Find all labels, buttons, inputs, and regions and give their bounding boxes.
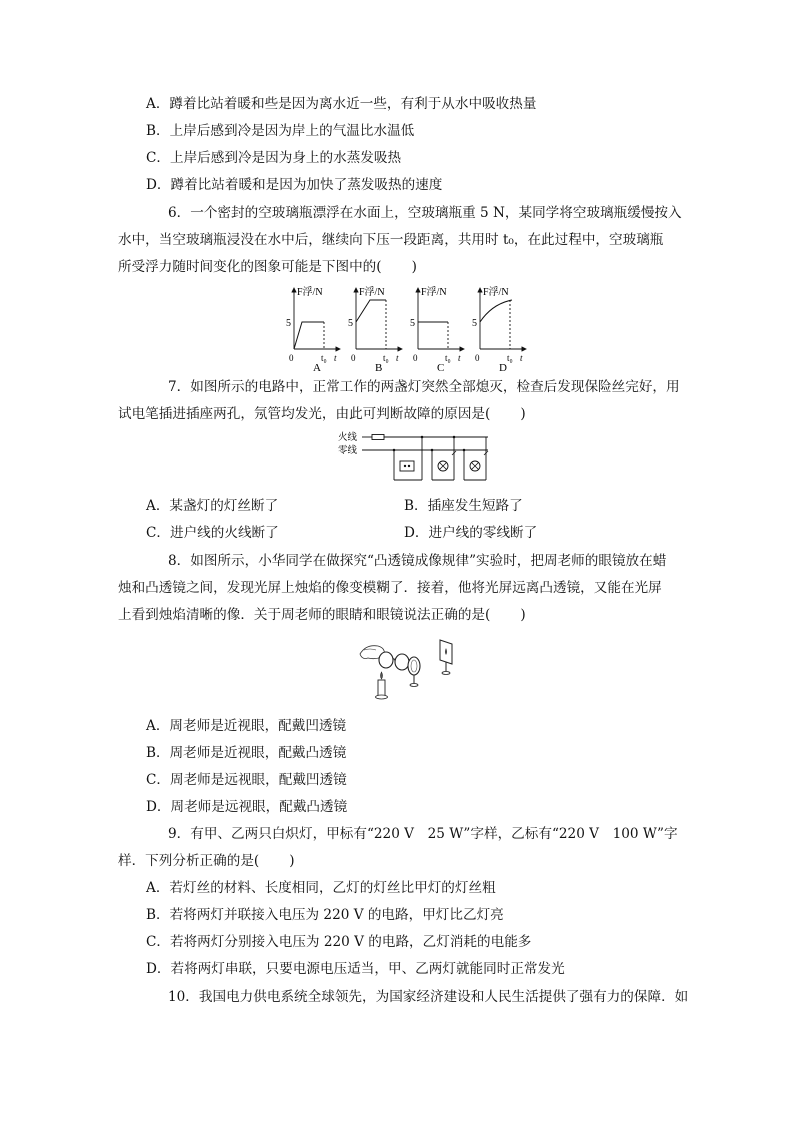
q9-option-c: C．若将两灯分别接入电压为 220 V 的电路，乙灯消耗的电能多 [146, 934, 532, 950]
q6-stem-line1: 6．一个密封的空玻璃瓶漂浮在水面上，空玻璃瓶重 5 N，某同学将空玻璃瓶缓慢按入 [168, 205, 682, 221]
light-screen-icon [440, 640, 452, 675]
q6-stem-line3: 所受浮力随时间变化的图象可能是下图中的( ) [118, 259, 417, 275]
q8-experiment-figure [356, 636, 456, 708]
live-wire-label: 火线 [338, 433, 358, 443]
q5-option-b: B．上岸后感到冷是因为岸上的气温比水温低 [146, 123, 415, 139]
graph-d-y5: 5 [472, 318, 477, 329]
q7-option-b: B．插座发生短路了 [404, 498, 523, 514]
q7-circuit-figure [336, 428, 496, 494]
graph-d-t: t [520, 353, 523, 363]
q5-option-c: C．上岸后感到冷是因为身上的水蒸发吸热 [146, 150, 402, 166]
graph-c [410, 285, 464, 372]
graph-d-label: D [499, 362, 507, 372]
q9-option-b: B．若将两灯并联接入电压为 220 V 的电路，甲灯比乙灯亮 [146, 907, 504, 923]
q9-stem-line2: 样．下列分析正确的是( ) [118, 853, 295, 869]
q7-option-c: C．进户线的火线断了 [146, 525, 279, 541]
q8-option-c: C．周老师是远视眼，配戴凹透镜 [146, 772, 347, 788]
graph-d-origin: 0 [475, 353, 480, 363]
q7-stem-line2: 试电笔插进插座两孔，氖管均发光，由此可判断故障的原因是( ) [118, 406, 526, 422]
q9-option-a: A．若灯丝的材料、长度相同，乙灯的灯丝比甲灯的灯丝粗 [146, 880, 496, 896]
glasses-icon [379, 652, 409, 670]
graph-c-label: C [437, 362, 445, 372]
lamp-2-icon [470, 461, 480, 471]
graph-b-t: t [396, 353, 399, 363]
q8-stem-line2: 烛和凸透镜之间，发现光屏上烛焰的像变模糊了．接着，他将光屏远离凸透镜，又能在光屏 [118, 580, 662, 596]
graph-d-ylabel: F浮/N [483, 287, 509, 298]
q6-stem-line2: 水中，当空玻璃瓶浸没在水中后，继续向下压一段距离，共用时 t₀，在此过程中，空玻璃瓶 [118, 232, 664, 248]
graph-a [286, 285, 340, 372]
graph-a-origin: 0 [289, 353, 294, 363]
graph-c-ylabel: F浮/N [421, 287, 447, 298]
graph-a-label: A [313, 362, 321, 372]
graph-c-origin: 0 [413, 353, 418, 363]
graph-b-t0: t₀ [383, 353, 389, 363]
q7-stem-line1: 7．如图所示的电路中，正常工作的两盏灯突然全部熄灭，检查后发现保险丝完好，用 [168, 379, 680, 395]
q8-option-b: B．周老师是近视眼，配戴凸透镜 [146, 745, 347, 761]
graph-b [348, 285, 402, 372]
lamp-1-icon [438, 461, 448, 471]
q9-option-d: D．若将两灯串联，只要电源电压适当，甲、乙两灯就能同时正常发光 [146, 961, 565, 977]
graph-d [472, 285, 526, 372]
q8-option-a: A．周老师是近视眼，配戴凹透镜 [146, 718, 347, 734]
graph-d-t0: t₀ [507, 353, 513, 363]
q8-stem-line3: 上看到烛焰清晰的像．关于周老师的眼睛和眼镜说法正确的是( ) [118, 607, 526, 623]
convex-lens-icon [408, 657, 420, 687]
candle-icon [376, 672, 388, 699]
q5-option-d: D．蹲着比站着暖和是因为加快了蒸发吸热的速度 [146, 177, 443, 193]
q8-stem-line1: 8．如图所示，小华同学在做探究“凸透镜成像规律”实验时，把周老师的眼镜放在蜡 [168, 553, 667, 569]
q8-option-d: D．周老师是远视眼，配戴凸透镜 [146, 799, 348, 815]
q6-graphs-figure [284, 282, 534, 376]
q7-option-d: D．进户线的零线断了 [404, 525, 538, 541]
socket-icon [400, 461, 414, 471]
graph-b-origin: 0 [351, 353, 356, 363]
q9-stem-line1: 9．有甲、乙两只白炽灯，甲标有“220 V 25 W”字样，乙标有“220 V 100 W”字 [168, 826, 678, 842]
graph-b-ylabel: F浮/N [359, 287, 385, 298]
graph-b-y5: 5 [348, 318, 353, 329]
graph-a-ylabel: F浮/N [297, 287, 323, 298]
q7-option-a: A．某盏灯的灯丝断了 [146, 498, 279, 514]
graph-a-y5: 5 [286, 318, 291, 329]
graph-a-t0: t₀ [321, 353, 327, 363]
graph-c-t: t [458, 353, 461, 363]
graph-c-t0: t₀ [445, 353, 451, 363]
graph-c-y5: 5 [410, 318, 415, 329]
fuse-icon [372, 435, 384, 440]
graph-a-t: t [334, 353, 337, 363]
neutral-wire-label: 零线 [338, 446, 358, 456]
q10-stem-line1: 10．我国电力供电系统全球领先，为国家经济建设和人民生活提供了强有力的保障．如 [168, 989, 689, 1005]
q5-option-a: A．蹲着比站着暖和些是因为离水近一些，有利于从水中吸收热量 [146, 96, 537, 112]
graph-b-label: B [375, 362, 383, 372]
